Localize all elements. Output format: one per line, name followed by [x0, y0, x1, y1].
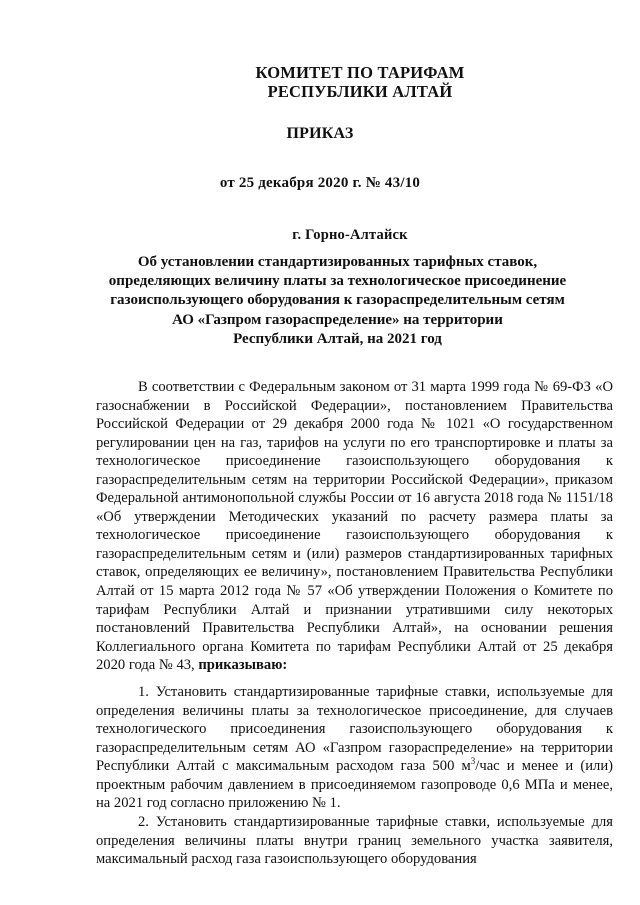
subject-line: Об установлении стандартизированных тарифных ставок,: [137, 254, 538, 270]
order-subject: [100, 253, 575, 349]
order-city: г. Горно-Алтайск: [292, 227, 408, 243]
preamble-text: В соответствии с Федеральным законом от 31 марта 1999 года № 69-ФЗ «О газоснабжении в Российской Федерации», постановлением Правительства Российской Федерации от 29 декабря 2000 года № 1021 «О государственном регулировании цен на газ, тарифов на услуги по его транспортировке и платы за технологическое присоединение газоиспользующего оборудования к газораспределительным сетям на территории Российской Федерации», приказом Федеральной антимонопольной службы России от 16 августа 2018 года № 1151/18 «Об утверждении Методических указаний по расчету размера платы за технологическое присоединение газоиспользующего оборудования к газораспределительным сетям и (или) размеров стандартизированных тарифных ставок, определяющих ее величину», постановлением Правительства Республики Алтай от 15 марта 2012 года № 57 «Об утверждении Положения о Комитете по тарифам Республики Алтай и признании утратившими силу некоторых постановлений Правительства Республики Алтай», на основании решения Коллегиального органа Комитета по тарифам Республики Алтай от 25 декабря 2020 года № 43,: [96, 379, 613, 674]
order-keyword: приказываю:: [198, 657, 288, 674]
committee-name-line1: КОМИТЕТ ПО ТАРИФАМ: [255, 63, 465, 82]
subject-line: газоиспользующего оборудования к газораспределительным сетям: [110, 292, 565, 309]
committee-name-line2: РЕСПУБЛИКИ АЛТАЙ: [267, 82, 453, 101]
subject-line: АО «Газпром газораспределение» на территории: [172, 311, 503, 328]
clause-1-text: 1. Установить стандартизированные тарифные ставки, используемые для определения величины платы за технологическое присоединение, для случаев технологического присоединения газоиспользующего оборудования к газораспределительным сетям АО «Газпром газораспределение» на территории Республики Алтай с максимальным расходом газа 500 м: [96, 684, 613, 775]
clause-1-text-continued: /час и менее и (или) проектным рабочим давлением в присоединяемом газопроводе 0,6 МПа и менее, на 2021 год согласно приложению № 1.: [96, 758, 613, 812]
cubic-superscript: 3: [470, 756, 476, 767]
subject-line: Республики Алтай, на 2021 год: [233, 330, 442, 347]
clause-2-text: 2. Установить стандартизированные тарифные ставки, используемые для определения величины платы внутри границ земельного участка заявителя, максимальный расход газа газоиспользующего оборудования: [96, 814, 613, 868]
subject-line: определяющих величину платы за технологическое присоединение: [108, 273, 567, 290]
clause-1-paragraph: [96, 683, 613, 813]
document-type: ПРИКАЗ: [286, 125, 354, 142]
preamble-paragraph: [96, 378, 613, 675]
order-date-number: от 25 декабря 2020 г. № 43/10: [219, 175, 421, 191]
committee-heading: [0, 63, 640, 101]
clause-2-paragraph: [96, 813, 613, 869]
